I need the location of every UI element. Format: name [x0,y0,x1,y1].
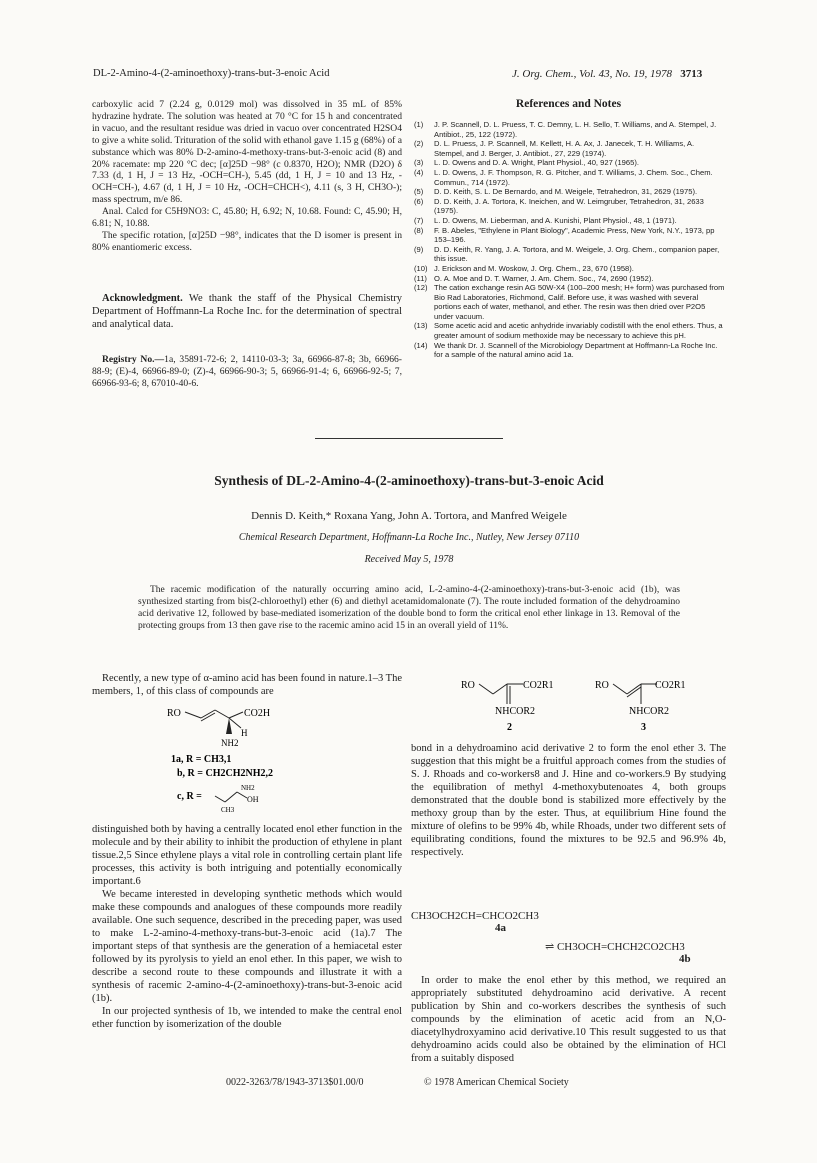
struct1c-ch3: CH3 [221,806,235,814]
registry-heading: Registry No.— [102,354,165,365]
reference-number: (7) [414,215,424,225]
struct1-h: H [241,728,248,738]
acknowledgment-heading: Acknowledgment. [102,293,183,304]
registry-text: 1a, 35891-72-6; 2, 14110-03-3; 3a, 66966-87-8; 3b, 66966-88-9; (E)-4, 66966-89-0; (Z)-4, 66966-90-3; 5, 66966-91-4; 6, 66966-92-5; 7, 66966-93-6; 8, 67010-40-6. [92,354,402,389]
reference-number: (6) [414,196,424,206]
reference-item [414,274,726,284]
reference-item [414,245,726,264]
section-divider [315,438,503,439]
reference-number: (13) [414,321,428,331]
abstract: The racemic modification of the naturally occurring amino acid, L-2-amino-4-(2-aminoethoxy)-trans-but-3-enoic acid (1b), was synthesized starting from bis(2-chloroethyl) ether (6) and diethyl acetamidomalonate (7). The route included formation of the dehydroamino acid derivative 12, followed by base-mediated isomerization of the double bond to form the critical enol ether linkage in 13. Removal of the protecting groups from 13 then gave rise to the racemic amino acid 15 in an overall yield of 11%. [138,585,680,631]
reference-item [414,197,726,216]
struct2-co2r: CO2R1 [523,680,554,691]
article-affiliation: Chemical Research Department, Hoffmann-La Roche Inc., Nutley, New Jersey 07110 [238,532,580,543]
reference-item [414,158,726,168]
reference-text: We thank Dr. J. Scannell of the Microbiology Department at Hoffmann-La Roche Inc. for a sample of the natural amino acid 1a. [434,340,718,360]
struct3-nhcor: NHCOR2 [629,706,670,717]
compound-4b: ⇌ CH3OCH=CHCH2CO2CH3 [545,941,685,953]
struct2-ro: RO [461,680,475,691]
references-title: References and Notes [515,98,622,110]
structures-2-3 [455,676,715,742]
body-right-paragraph: bond in a dehydroamino acid derivative 2 to form the enol ether 3. The suggestion that this might be a fruitful approach comes from the studies of S. J. Rhoads and co-workers8 and J. Hine and co-workers.9 By studying the equilibration of methyl 4-methoxybutenoates 4, both groups demonstrated that the double bond is stabilized more effectively by the methoxy group than by the ester. Thus, at equilibrium Hine found the mixture of olefins to be 99% 4b, while Rhoads, under two different sets of equilibrating conditions, found the mixtures to be 92.5 and 96.9% 4b, respectively. [411,743,726,858]
received-date: Received May 5, 1978 [364,554,454,565]
reference-number: (8) [414,225,424,235]
reference-number: (5) [414,187,424,197]
reference-item [414,226,726,245]
reference-item [414,283,726,321]
intro-paragraph: Recently, a new type of α-amino acid has been found in nature.1–3 The members, 1, of this class of compounds are [92,673,402,697]
article-title: Synthesis of DL-2-Amino-4-(2-aminoethoxy)-trans-but-3-enoic Acid [214,473,604,488]
compound-3-number: 3 [641,722,646,733]
reference-item [414,321,726,340]
running-header-left: DL-2-Amino-4-(2-aminoethoxy)-trans-but-3-enoic Acid [93,68,330,79]
reference-text: J. P. Scannell, D. L. Pruess, T. C. Demny, L. H. Sello, T. Williams, and A. Stempel, J. Antibiot., 25, 122 (1972). [434,120,717,139]
experimental-paragraph: carboxylic acid 7 (2.24 g, 0.0129 mol) was dissolved in 35 mL of 85% hydrazine hydrate. The solution was heated at 70 °C for 15 h and concentrated in vacuo, and the resultant residue was dried in vacuo over concentrated H2SO4 to give a white solid. Trituration of the solid with ethanol gave 1.15 g (68%) of a substance which was 80% D-2-amino-4-methoxy-trans-but-3-enoic acid (8) and 20% racemate: mp 220 °C dec; [α]25D −98° (c 0.8370, H2O); NMR (D2O) δ 7.33 (d, 1 H, J = 13 Hz, -OCH=CH-), 5.45 (dd, 1 H, J = 10 and 13 Hz, -OCH=CH-), 4.67 (d, 1 H, J = 10 Hz, -OCH=CHCH<), 4.11 (s, 3 H, CH3O-); mass spectrum, m/e 86. [92,99,402,206]
reference-number: (14) [414,340,428,350]
equilibrium-equation [411,910,726,965]
compound-4a-number: 4a [495,922,506,934]
reference-text: Some acetic acid and acetic anhydride invariably codistill with the enol ethers. Thus, a greater amount of sodium methoxide may be necessary to achieve this pH. [434,321,723,341]
reference-text: O. A. Moe and D. T. Warner, J. Am. Chem. Soc., 74, 2690 (1952). [434,273,654,283]
reference-text: D. D. Keith, S. L. De Bernardo, and M. Weigele, Tetrahedron, 31, 2629 (1975). [434,187,698,197]
reference-number: (4) [414,167,424,177]
distinguished-paragraph: distinguished both by having a centrally located enol ether function in the molecule and by their ability to inhibit the production of ethylene in plant tissue.2,5 Since ethylene plays a vital role in controlling certain plant life processes, this activity is both intriguing and potentially economically important.6 [92,824,402,887]
article-authors: Dennis D. Keith,* Roxana Yang, John A. Tortora, and Manfred Weigele [251,510,567,522]
reference-text: L. D. Owens and D. A. Wright, Plant Physiol., 40, 927 (1965). [434,158,639,168]
experimental-section [92,99,402,254]
compound-1c-label: c, R = [177,791,202,802]
reference-item [414,216,726,226]
compound-2-number: 2 [507,722,512,733]
reference-text: L. D. Owens, M. Lieberman, and A. Kunishi, Plant Physiol., 48, 1 (1971). [434,215,677,225]
projected-synthesis-paragraph: In our projected synthesis of 1b, we intended to make the central enol ether function by isomerization of the double [92,1006,402,1030]
reference-number: (2) [414,139,424,149]
reference-number: (9) [414,244,424,254]
reference-number: (12) [414,283,428,293]
acknowledgment-text: We thank the staff of the Physical Chemistry Department of Hoffmann-La Roche Inc. for the determination of spectral and analytical data. [92,293,402,330]
reference-text: J. Erickson and M. Woskow, J. Org. Chem., 23, 670 (1958). [434,263,634,273]
article-code: 0022-3263/78/1943-3713$01.00/0 [226,1077,364,1088]
reference-item [414,168,726,187]
reference-number: (3) [414,158,424,168]
page-number: 3713 [680,68,703,80]
reference-item [414,341,726,360]
structure-1 [165,700,315,825]
struct1-nh2: NH2 [221,738,239,748]
acknowledgment [92,292,402,331]
reference-number: (10) [414,263,428,273]
reference-item [414,264,726,274]
copyright: © 1978 American Chemical Society [424,1077,569,1088]
reference-item [414,120,726,139]
struct1-co2h: CO2H [244,708,271,719]
struct1-ro: RO [167,708,181,719]
struct1c-oh: OH [247,795,259,804]
struct3-ro: RO [595,680,609,691]
compound-1a-label: 1a, R = CH3,1 [171,754,232,765]
reference-text: F. B. Abeles, "Ethylene in Plant Biology", Academic Press, New York, N.Y., 1973, pp 153–196. [434,225,715,245]
reference-item [414,187,726,197]
compound-4b-number: 4b [679,953,691,965]
reference-number: (11) [414,273,427,283]
struct3-co2r: CO2R1 [655,680,686,691]
reference-text: L. D. Owens, J. F. Thompson, R. G. Pitcher, and T. Williams, J. Chem. Soc., Chem. Commun., 714 (1972). [434,167,713,187]
reference-text: D. D. Keith, J. A. Tortora, K. Ineichen, and W. Leimgruber, Tetrahedron, 31, 2633 (1975). [434,196,704,216]
compound-1b-label: b, R = CH2CH2NH2,2 [177,768,273,779]
running-header-right [512,68,702,80]
journal-citation: J. Org. Chem., Vol. 43, No. 19, 1978 [512,68,673,80]
struct1c-nh2: NH2 [241,784,255,792]
registry-numbers [92,354,402,390]
references-list [414,120,726,360]
body-left-paragraphs [92,823,402,1031]
reference-item [414,139,726,158]
reference-text: D. D. Keith, R. Yang, J. A. Tortora, and M. Weigele, J. Org. Chem., companion paper, this issue. [434,244,720,264]
experimental-rotation: The specific rotation, [α]25D −98°, indicates that the D isomer is present in 80% enantiomeric excess. [92,229,402,253]
methods-paragraph: We became interested in developing synthetic methods which would make these compounds and analogues of these compounds more readily available. One such sequence, described in the preceding paper, was used to make L-2-amino-4-methoxy-trans-but-3-enoic acid (1a).7 The important steps of that synthesis are the generation of a hemiacetal ester followed by its pyrolysis to yield an enol ether. In this paper, we wish to describe a second route to these compounds and illustrate it with a synthesis of racemic 2-amino-4-(2-aminoethoxy)-trans-but-3-enoic acid (1b). [92,889,402,1004]
experimental-analysis: Anal. Calcd for C5H9NO3: C, 45.80; H, 6.92; N, 10.68. Found: C, 45.90; H, 6.81; N, 10.88. [92,206,402,230]
reference-text: D. L. Pruess, J. P. Scannell, M. Kellett, H. A. Ax, J. Janecek, T. H. Williams, A. Stempel, and J. Berger, J. Antibiot., 27, 229 (1974). [434,139,695,158]
compound-4a: CH3OCH2CH=CHCO2CH3 [411,910,539,922]
reference-text: The cation exchange resin AG 50W-X4 (100–200 mesh; H+ form) was purchased from Bio Rad Laboratories, Richmond, Calif. Before use, it was washed with several portions each of water, methanol, and ether. The resin was then dried over P2O5 under vacuum. [434,283,725,321]
body-right-paragraph-2: In order to make the enol ether by this method, we required an appropriately substituted dehydroamino acid derivative. A recent publication by Shin and co-workers describes the synthesis of such compounds by the elimination of acetic acid from an N,O-diacetylhydroxyamino acid derivative.10 This result suggested to us that dehydroamino acids could also be obtained by the elimination of HCl from a suitably disposed [411,975,726,1064]
struct2-nhcor: NHCOR2 [495,706,536,717]
reference-number: (1) [414,120,424,129]
